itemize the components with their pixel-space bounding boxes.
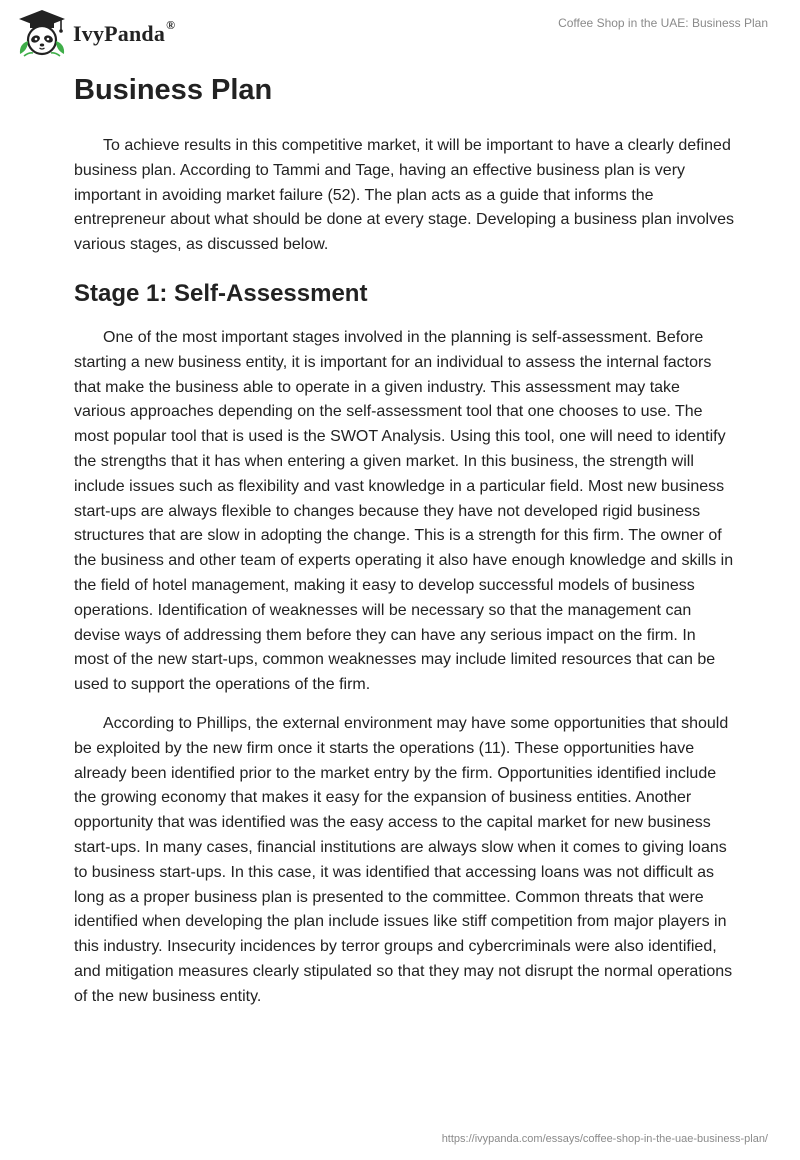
source-url[interactable]: https://ivypanda.com/essays/coffee-shop-in-the-uae-business-plan/	[441, 1133, 768, 1145]
paragraph-self-assessment: One of the most important stages involved in the planning is self-assessment. Before starting a new business entity, it is important for an individual to assess the internal factors that make the business able to operate in a given industry. This assessment may take various approaches depending on the self-assessment tool that one chooses to use. The most popular tool that is used is the SWOT Analysis. Using this tool, one will need to identify the strengths that it has when entering a given market. In this business, the strength will include issues such as flexibility and vast knowledge in a particular field. Most new business start-ups are always flexible to changes because they have not developed rigid business structures that are slow in adopting the change. This is a strength for this firm. The owner of the business and other team of experts operating it also have enough knowledge and skills in the field of hotel management, making it easy to develop successful models of business operations. Identification of weaknesses will be necessary so that the management can devise ways of addressing them before they can have any serious impact on the firm. In most of the new start-ups, common weaknesses may include limited resources that can be used to support the operations of the firm.	[74, 328, 734, 694]
page-title: Business Plan	[74, 74, 273, 106]
section-heading: Stage 1: Self-Assessment	[74, 279, 368, 307]
panda-graduation-cap-icon	[15, 8, 69, 58]
intro-paragraph: To achieve results in this competitive market, it will be important to have a clearly defined business plan. According to Tammi and Tage, having an effective business plan is very important in avoiding market failure (52). The plan acts as a guide that informs the entrepreneur about what should be done at every stage. Developing a business plan involves various stages, as discussed below.	[74, 137, 734, 254]
paragraph-external-environment: According to Phillips, the external environment may have some opportunities that should be exploited by the new firm once it starts the operations (11). These opportunities have already been identified prior to the market entry by the firm. Opportunities identified include the growing economy that makes it easy for the expansion of business entities. Another opportunity that was identified was the easy access to the capital market for new business start-ups. In many cases, financial institutions are always slow when it comes to giving loans to business start-ups. In this case, it was identified that accessing loans was not difficult as long as a proper business plan is presented to the committee. Common threats that were identified when developing the plan include issues like stiff competition from major players in this industry. Insecurity incidences by terror groups and cybercriminals were also identified, and mitigation measures clearly stipulated so that they may not disrupt the normal operations of the new business entity.	[74, 714, 733, 1005]
brand-name: IvyPanda	[73, 21, 166, 46]
page-header	[0, 0, 800, 66]
ivypanda-logo[interactable]	[15, 8, 175, 58]
article-body	[74, 70, 734, 1024]
registered-mark: ®	[166, 17, 176, 32]
document-title: Coffee Shop in the UAE: Business Plan	[558, 16, 768, 30]
